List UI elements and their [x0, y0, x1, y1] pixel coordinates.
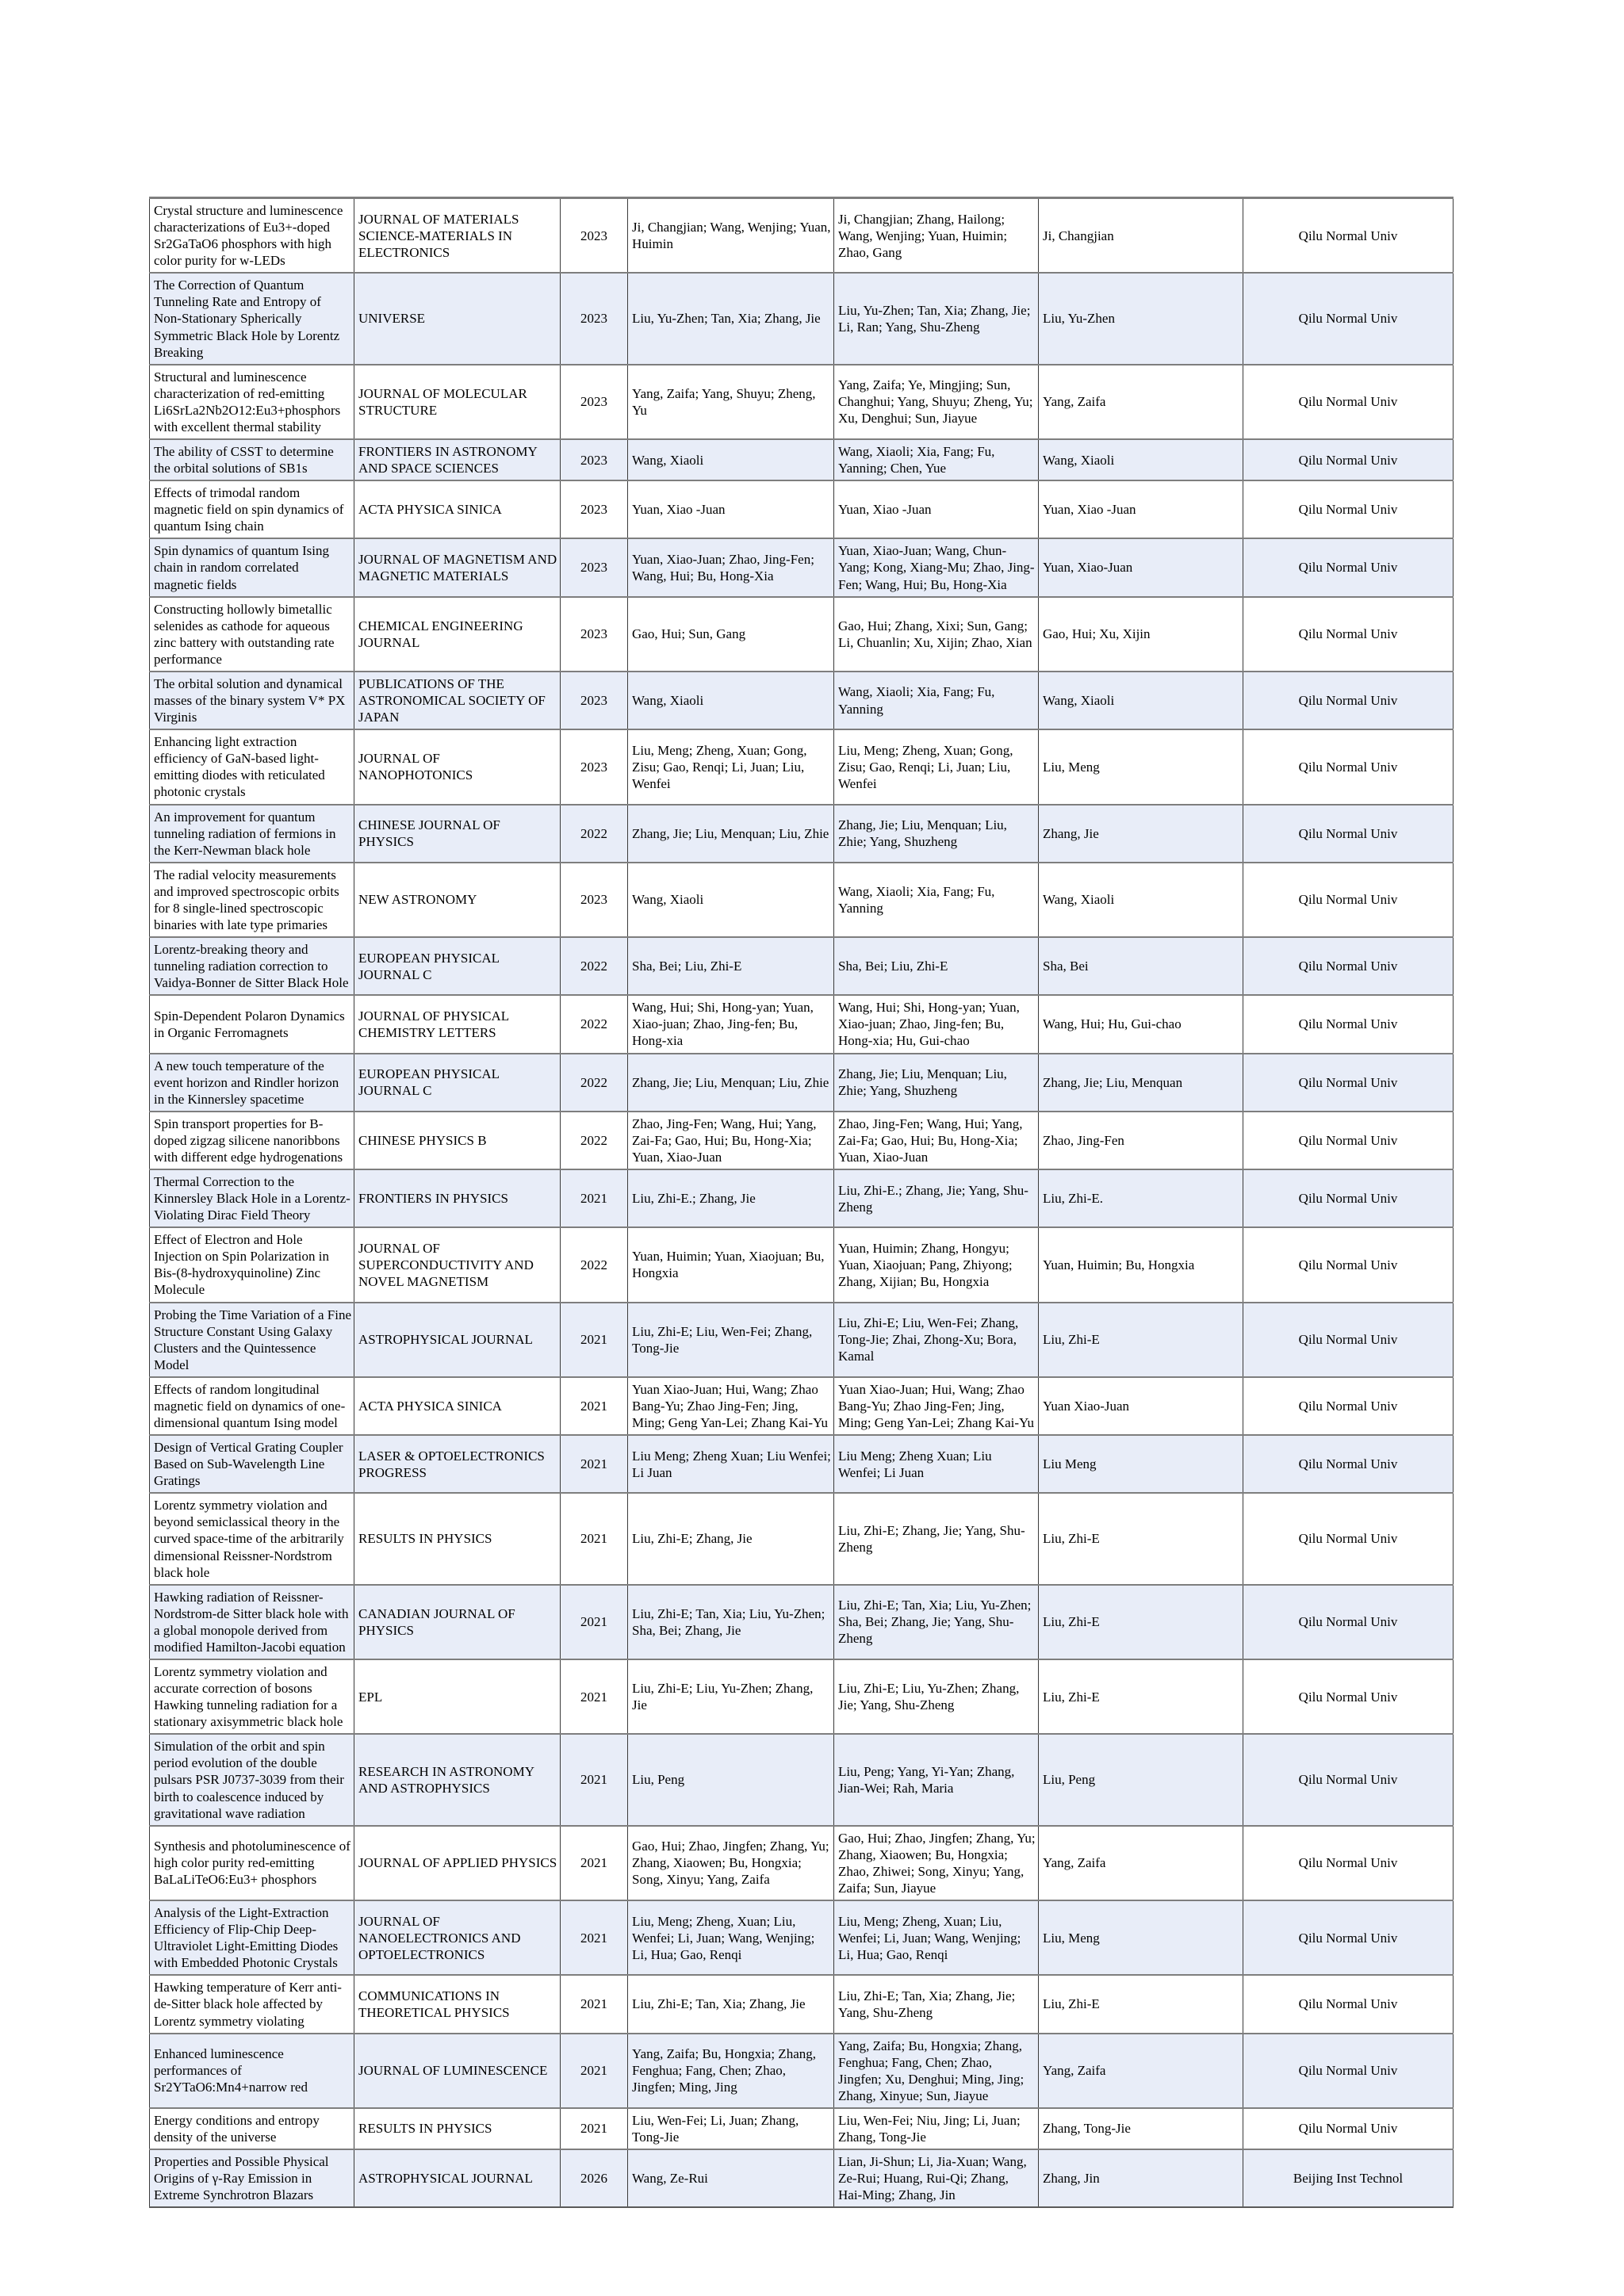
table-row: [150, 2108, 1454, 2149]
authors-cell: Wang, Xiaoli: [628, 672, 834, 729]
year-cell: 2021: [561, 1493, 628, 1584]
paper-title-cell: Hawking radiation of Reissner-Nordstrom-de Sitter black hole with a global monopole derived from modified Hamilton-Jacobi equation: [150, 1585, 354, 1659]
table-row: [150, 1493, 1454, 1584]
year-cell: 2021: [561, 1975, 628, 2033]
table-row: [150, 538, 1454, 596]
full-authors-cell: Yuan Xiao-Juan; Hui, Wang; Zhao Bang-Yu; Zhao Jing-Fen; Jing, Ming; Geng Yan-Lei; Zhang Kai-Yu: [834, 1377, 1039, 1435]
institution-cell: Qilu Normal Univ: [1243, 805, 1454, 863]
institution-cell: Qilu Normal Univ: [1243, 1054, 1454, 1112]
table-row: [150, 1377, 1454, 1435]
paper-title-cell: Hawking temperature of Kerr anti-de-Sitter black hole affected by Lorentz symmetry violating: [150, 1975, 354, 2033]
journal-cell: ACTA PHYSICA SINICA: [354, 480, 561, 538]
year-cell: 2022: [561, 1054, 628, 1112]
institution-cell: Qilu Normal Univ: [1243, 273, 1454, 364]
paper-title-cell: Lorentz-breaking theory and tunneling radiation correction to Vaidya-Bonner de Sitter Black Hole: [150, 937, 354, 995]
institution-cell: Qilu Normal Univ: [1243, 365, 1454, 439]
table-row: [150, 2034, 1454, 2108]
paper-title-cell: Probing the Time Variation of a Fine Structure Constant Using Galaxy Clusters and the Quintessence Model: [150, 1303, 354, 1377]
corresponding-author-cell: Yuan Xiao-Juan: [1039, 1377, 1243, 1435]
institution-cell: Beijing Inst Technol: [1243, 2149, 1454, 2207]
authors-cell: Wang, Hui; Shi, Hong-yan; Yuan, Xiao-juan; Zhao, Jing-fen; Bu, Hong-xia: [628, 995, 834, 1053]
journal-cell: JOURNAL OF MATERIALS SCIENCE-MATERIALS IN ELECTRONICS: [354, 198, 561, 274]
year-cell: 2021: [561, 1826, 628, 1900]
table-row: [150, 672, 1454, 729]
full-authors-cell: Gao, Hui; Zhang, Xixi; Sun, Gang; Li, Chuanlin; Xu, Xijin; Zhao, Xian: [834, 597, 1039, 672]
table-row: [150, 729, 1454, 804]
paper-title-cell: Design of Vertical Grating Coupler Based on Sub-Wavelength Line Gratings: [150, 1435, 354, 1493]
paper-title-cell: Effect of Electron and Hole Injection on Spin Polarization in Bis-(8-hydroxyquinoline) Zinc Molecule: [150, 1227, 354, 1302]
corresponding-author-cell: Liu Meng: [1039, 1435, 1243, 1493]
authors-cell: Liu, Yu-Zhen; Tan, Xia; Zhang, Jie: [628, 273, 834, 364]
year-cell: 2021: [561, 2108, 628, 2149]
authors-cell: Liu, Peng: [628, 1734, 834, 1825]
table-row: [150, 273, 1454, 364]
full-authors-cell: Ji, Changjian; Zhang, Hailong; Wang, Wenjing; Yuan, Huimin; Zhao, Gang: [834, 198, 1039, 274]
authors-cell: Liu, Meng; Zheng, Xuan; Gong, Zisu; Gao, Renqi; Li, Juan; Liu, Wenfei: [628, 729, 834, 804]
full-authors-cell: Yuan, Xiao-Juan; Wang, Chun-Yang; Kong, Xiang-Mu; Zhao, Jing-Fen; Wang, Hui; Bu, Hong-Xia: [834, 538, 1039, 596]
authors-cell: Yang, Zaifa; Bu, Hongxia; Zhang, Fenghua; Fang, Chen; Zhao, Jingfen; Ming, Jing: [628, 2034, 834, 2108]
paper-title-cell: Properties and Possible Physical Origins of γ-Ray Emission in Extreme Synchrotron Blazars: [150, 2149, 354, 2207]
corresponding-author-cell: Zhao, Jing-Fen: [1039, 1112, 1243, 1169]
table-row: [150, 1826, 1454, 1900]
journal-cell: NEW ASTRONOMY: [354, 863, 561, 937]
paper-title-cell: Spin transport properties for B-doped zigzag silicene nanoribbons with different edge hydrogenations: [150, 1112, 354, 1169]
authors-cell: Zhao, Jing-Fen; Wang, Hui; Yang, Zai-Fa; Gao, Hui; Bu, Hong-Xia; Yuan, Xiao-Juan: [628, 1112, 834, 1169]
journal-cell: JOURNAL OF LUMINESCENCE: [354, 2034, 561, 2108]
institution-cell: Qilu Normal Univ: [1243, 2034, 1454, 2108]
table-row: [150, 1112, 1454, 1169]
paper-title-cell: A new touch temperature of the event horizon and Rindler horizon in the Kinnersley spacetime: [150, 1054, 354, 1112]
full-authors-cell: Liu, Zhi-E; Zhang, Jie; Yang, Shu-Zheng: [834, 1493, 1039, 1584]
full-authors-cell: Liu Meng; Zheng Xuan; Liu Wenfei; Li Juan: [834, 1435, 1039, 1493]
full-authors-cell: Zhao, Jing-Fen; Wang, Hui; Yang, Zai-Fa; Gao, Hui; Bu, Hong-Xia; Yuan, Xiao-Juan: [834, 1112, 1039, 1169]
year-cell: 2021: [561, 1435, 628, 1493]
paper-title-cell: Lorentz symmetry violation and beyond semiclassical theory in the curved space-time of the arbitrarily dimensional Reissner-Nordstrom black hole: [150, 1493, 354, 1584]
table-row: [150, 1169, 1454, 1227]
corresponding-author-cell: Yang, Zaifa: [1039, 1826, 1243, 1900]
authors-cell: Wang, Ze-Rui: [628, 2149, 834, 2207]
institution-cell: Qilu Normal Univ: [1243, 1112, 1454, 1169]
table-row: [150, 1659, 1454, 1734]
corresponding-author-cell: Wang, Xiaoli: [1039, 863, 1243, 937]
year-cell: 2022: [561, 995, 628, 1053]
corresponding-author-cell: Liu, Peng: [1039, 1734, 1243, 1825]
full-authors-cell: Wang, Xiaoli; Xia, Fang; Fu, Yanning: [834, 672, 1039, 729]
journal-cell: CANADIAN JOURNAL OF PHYSICS: [354, 1585, 561, 1659]
journal-cell: ASTROPHYSICAL JOURNAL: [354, 2149, 561, 2207]
table-row: [150, 439, 1454, 480]
authors-cell: Zhang, Jie; Liu, Menquan; Liu, Zhie: [628, 1054, 834, 1112]
corresponding-author-cell: Liu, Meng: [1039, 1900, 1243, 1975]
year-cell: 2021: [561, 1169, 628, 1227]
paper-title-cell: An improvement for quantum tunneling radiation of fermions in the Kerr-Newman black hole: [150, 805, 354, 863]
journal-cell: LASER & OPTOELECTRONICS PROGRESS: [354, 1435, 561, 1493]
authors-cell: Liu, Zhi-E.; Zhang, Jie: [628, 1169, 834, 1227]
full-authors-cell: Liu, Zhi-E.; Zhang, Jie; Yang, Shu-Zheng: [834, 1169, 1039, 1227]
full-authors-cell: Gao, Hui; Zhao, Jingfen; Zhang, Yu; Zhang, Xiaowen; Bu, Hongxia; Zhao, Zhiwei; Song, Xinyu; Yang, Zaifa; Sun, Jiayue: [834, 1826, 1039, 1900]
full-authors-cell: Yuan, Huimin; Zhang, Hongyu; Yuan, Xiaojuan; Pang, Zhiyong; Zhang, Xijian; Bu, Hongxia: [834, 1227, 1039, 1302]
journal-cell: JOURNAL OF NANOPHOTONICS: [354, 729, 561, 804]
year-cell: 2023: [561, 863, 628, 937]
journal-cell: RESEARCH IN ASTRONOMY AND ASTROPHYSICS: [354, 1734, 561, 1825]
journal-cell: RESULTS IN PHYSICS: [354, 1493, 561, 1584]
authors-cell: Ji, Changjian; Wang, Wenjing; Yuan, Huimin: [628, 198, 834, 274]
year-cell: 2023: [561, 538, 628, 596]
year-cell: 2021: [561, 1303, 628, 1377]
authors-cell: Liu, Zhi-E; Liu, Wen-Fei; Zhang, Tong-Jie: [628, 1303, 834, 1377]
corresponding-author-cell: Yuan, Huimin; Bu, Hongxia: [1039, 1227, 1243, 1302]
institution-cell: Qilu Normal Univ: [1243, 480, 1454, 538]
corresponding-author-cell: Sha, Bei: [1039, 937, 1243, 995]
table-row: [150, 1585, 1454, 1659]
year-cell: 2026: [561, 2149, 628, 2207]
journal-cell: EUROPEAN PHYSICAL JOURNAL C: [354, 937, 561, 995]
institution-cell: Qilu Normal Univ: [1243, 863, 1454, 937]
full-authors-cell: Liu, Yu-Zhen; Tan, Xia; Zhang, Jie; Li, Ran; Yang, Shu-Zheng: [834, 273, 1039, 364]
table-row: [150, 995, 1454, 1053]
paper-title-cell: Spin-Dependent Polaron Dynamics in Organic Ferromagnets: [150, 995, 354, 1053]
table-row: [150, 863, 1454, 937]
corresponding-author-cell: Zhang, Tong-Jie: [1039, 2108, 1243, 2149]
institution-cell: Qilu Normal Univ: [1243, 1303, 1454, 1377]
institution-cell: Qilu Normal Univ: [1243, 1975, 1454, 2033]
corresponding-author-cell: Yuan, Xiao -Juan: [1039, 480, 1243, 538]
journal-cell: JOURNAL OF PHYSICAL CHEMISTRY LETTERS: [354, 995, 561, 1053]
corresponding-author-cell: Liu, Yu-Zhen: [1039, 273, 1243, 364]
table-row: [150, 365, 1454, 439]
authors-cell: Yuan, Xiao-Juan; Zhao, Jing-Fen; Wang, Hui; Bu, Hong-Xia: [628, 538, 834, 596]
authors-cell: Yuan, Huimin; Yuan, Xiaojuan; Bu, Hongxia: [628, 1227, 834, 1302]
paper-title-cell: Crystal structure and luminescence characterizations of Eu3+-doped Sr2GaTaO6 phosphors with high color purity for w-LEDs: [150, 198, 354, 274]
institution-cell: Qilu Normal Univ: [1243, 1900, 1454, 1975]
paper-title-cell: Constructing hollowly bimetallic selenides as cathode for aqueous zinc battery with outstanding rate performance: [150, 597, 354, 672]
corresponding-author-cell: Liu, Zhi-E: [1039, 1585, 1243, 1659]
paper-title-cell: The ability of CSST to determine the orbital solutions of SB1s: [150, 439, 354, 480]
full-authors-cell: Liu, Meng; Zheng, Xuan; Liu, Wenfei; Li, Juan; Wang, Wenjing; Li, Hua; Gao, Renqi: [834, 1900, 1039, 1975]
corresponding-author-cell: Liu, Zhi-E.: [1039, 1169, 1243, 1227]
table-row: [150, 1054, 1454, 1112]
corresponding-author-cell: Zhang, Jie; Liu, Menquan: [1039, 1054, 1243, 1112]
full-authors-cell: Yang, Zaifa; Ye, Mingjing; Sun, Changhui; Yang, Shuyu; Zheng, Yu; Xu, Denghui; Sun, Jiayue: [834, 365, 1039, 439]
journal-cell: FRONTIERS IN PHYSICS: [354, 1169, 561, 1227]
full-authors-cell: Liu, Zhi-E; Liu, Yu-Zhen; Zhang, Jie; Yang, Shu-Zheng: [834, 1659, 1039, 1734]
authors-cell: Liu, Zhi-E; Tan, Xia; Liu, Yu-Zhen; Sha, Bei; Zhang, Jie: [628, 1585, 834, 1659]
paper-title-cell: Effects of random longitudinal magnetic field on dynamics of one-dimensional quantum Ising model: [150, 1377, 354, 1435]
journal-cell: JOURNAL OF MOLECULAR STRUCTURE: [354, 365, 561, 439]
journal-cell: JOURNAL OF APPLIED PHYSICS: [354, 1826, 561, 1900]
paper-title-cell: Lorentz symmetry violation and accurate correction of bosons Hawking tunneling radiation for a stationary axisymmetric black hole: [150, 1659, 354, 1734]
institution-cell: Qilu Normal Univ: [1243, 1377, 1454, 1435]
journal-cell: EPL: [354, 1659, 561, 1734]
institution-cell: Qilu Normal Univ: [1243, 995, 1454, 1053]
full-authors-cell: Yuan, Xiao -Juan: [834, 480, 1039, 538]
institution-cell: Qilu Normal Univ: [1243, 1585, 1454, 1659]
paper-title-cell: Spin dynamics of quantum Ising chain in random correlated magnetic fields: [150, 538, 354, 596]
corresponding-author-cell: Wang, Hui; Hu, Gui-chao: [1039, 995, 1243, 1053]
table-row: [150, 1975, 1454, 2033]
paper-title-cell: The Correction of Quantum Tunneling Rate and Entropy of Non-Stationary Spherically Symmetric Black Hole by Lorentz Breaking: [150, 273, 354, 364]
journal-cell: PUBLICATIONS OF THE ASTRONOMICAL SOCIETY OF JAPAN: [354, 672, 561, 729]
full-authors-cell: Liu, Meng; Zheng, Xuan; Gong, Zisu; Gao, Renqi; Li, Juan; Liu, Wenfei: [834, 729, 1039, 804]
publications-sheet: [149, 197, 1454, 2208]
corresponding-author-cell: Yuan, Xiao-Juan: [1039, 538, 1243, 596]
full-authors-cell: Wang, Xiaoli; Xia, Fang; Fu, Yanning: [834, 863, 1039, 937]
year-cell: 2021: [561, 2034, 628, 2108]
year-cell: 2022: [561, 805, 628, 863]
institution-cell: Qilu Normal Univ: [1243, 1169, 1454, 1227]
institution-cell: Qilu Normal Univ: [1243, 1493, 1454, 1584]
full-authors-cell: Liu, Zhi-E; Liu, Wen-Fei; Zhang, Tong-Jie; Zhai, Zhong-Xu; Bora, Kamal: [834, 1303, 1039, 1377]
authors-cell: Sha, Bei; Liu, Zhi-E: [628, 937, 834, 995]
paper-title-cell: Structural and luminescence characterization of red-emitting Li6SrLa2Nb2O12:Eu3+phosphors with excellent thermal stability: [150, 365, 354, 439]
corresponding-author-cell: Zhang, Jin: [1039, 2149, 1243, 2207]
authors-cell: Wang, Xiaoli: [628, 439, 834, 480]
authors-cell: Gao, Hui; Zhao, Jingfen; Zhang, Yu; Zhang, Xiaowen; Bu, Hongxia; Song, Xinyu; Yang, Zaifa: [628, 1826, 834, 1900]
authors-cell: Wang, Xiaoli: [628, 863, 834, 937]
year-cell: 2021: [561, 1734, 628, 1825]
full-authors-cell: Zhang, Jie; Liu, Menquan; Liu, Zhie; Yang, Shuzheng: [834, 1054, 1039, 1112]
table-row: [150, 480, 1454, 538]
paper-title-cell: Simulation of the orbit and spin period evolution of the double pulsars PSR J0737-3039 from their birth to coalescence induced by gravitational wave radiation: [150, 1734, 354, 1825]
full-authors-cell: Liu, Peng; Yang, Yi-Yan; Zhang, Jian-Wei; Rah, Maria: [834, 1734, 1039, 1825]
table-row: [150, 1734, 1454, 1825]
year-cell: 2023: [561, 597, 628, 672]
authors-cell: Liu, Zhi-E; Tan, Xia; Zhang, Jie: [628, 1975, 834, 2033]
authors-cell: Yuan, Xiao -Juan: [628, 480, 834, 538]
authors-cell: Yang, Zaifa; Yang, Shuyu; Zheng, Yu: [628, 365, 834, 439]
paper-title-cell: Energy conditions and entropy density of the universe: [150, 2108, 354, 2149]
table-row: [150, 198, 1454, 274]
year-cell: 2021: [561, 1585, 628, 1659]
institution-cell: Qilu Normal Univ: [1243, 538, 1454, 596]
full-authors-cell: Sha, Bei; Liu, Zhi-E: [834, 937, 1039, 995]
institution-cell: Qilu Normal Univ: [1243, 597, 1454, 672]
corresponding-author-cell: Wang, Xiaoli: [1039, 439, 1243, 480]
full-authors-cell: Liu, Zhi-E; Tan, Xia; Liu, Yu-Zhen; Sha, Bei; Zhang, Jie; Yang, Shu-Zheng: [834, 1585, 1039, 1659]
institution-cell: Qilu Normal Univ: [1243, 1659, 1454, 1734]
year-cell: 2021: [561, 1377, 628, 1435]
corresponding-author-cell: Ji, Changjian: [1039, 198, 1243, 274]
institution-cell: Qilu Normal Univ: [1243, 729, 1454, 804]
authors-cell: Liu, Meng; Zheng, Xuan; Liu, Wenfei; Li, Juan; Wang, Wenjing; Li, Hua; Gao, Renqi: [628, 1900, 834, 1975]
paper-title-cell: Enhancing light extraction efficiency of GaN-based light-emitting diodes with reticulated photonic crystals: [150, 729, 354, 804]
paper-title-cell: Synthesis and photoluminescence of high color purity red-emitting BaLaLiTeO6:Eu3+ phosphors: [150, 1826, 354, 1900]
year-cell: 2023: [561, 480, 628, 538]
journal-cell: JOURNAL OF MAGNETISM AND MAGNETIC MATERIALS: [354, 538, 561, 596]
table-row: [150, 1435, 1454, 1493]
paper-title-cell: The radial velocity measurements and improved spectroscopic orbits for 8 single-lined spectroscopic binaries with late type primaries: [150, 863, 354, 937]
year-cell: 2021: [561, 1900, 628, 1975]
year-cell: 2022: [561, 1227, 628, 1302]
year-cell: 2022: [561, 937, 628, 995]
authors-cell: Zhang, Jie; Liu, Menquan; Liu, Zhie: [628, 805, 834, 863]
journal-cell: RESULTS IN PHYSICS: [354, 2108, 561, 2149]
journal-cell: ACTA PHYSICA SINICA: [354, 1377, 561, 1435]
full-authors-cell: Liu, Zhi-E; Tan, Xia; Zhang, Jie; Yang, Shu-Zheng: [834, 1975, 1039, 2033]
table-row: [150, 1227, 1454, 1302]
table-row: [150, 2149, 1454, 2207]
full-authors-cell: Wang, Hui; Shi, Hong-yan; Yuan, Xiao-juan; Zhao, Jing-fen; Bu, Hong-xia; Hu, Gui-chao: [834, 995, 1039, 1053]
corresponding-author-cell: Liu, Meng: [1039, 729, 1243, 804]
journal-cell: CHINESE PHYSICS B: [354, 1112, 561, 1169]
table-row: [150, 937, 1454, 995]
institution-cell: Qilu Normal Univ: [1243, 2108, 1454, 2149]
journal-cell: COMMUNICATIONS IN THEORETICAL PHYSICS: [354, 1975, 561, 2033]
authors-cell: Yuan Xiao-Juan; Hui, Wang; Zhao Bang-Yu; Zhao Jing-Fen; Jing, Ming; Geng Yan-Lei; Zhang Kai-Yu: [628, 1377, 834, 1435]
year-cell: 2023: [561, 273, 628, 364]
journal-cell: EUROPEAN PHYSICAL JOURNAL C: [354, 1054, 561, 1112]
journal-cell: ASTROPHYSICAL JOURNAL: [354, 1303, 561, 1377]
paper-title-cell: Effects of trimodal random magnetic field on spin dynamics of quantum Ising chain: [150, 480, 354, 538]
full-authors-cell: Yang, Zaifa; Bu, Hongxia; Zhang, Fenghua; Fang, Chen; Zhao, Jingfen; Xu, Denghui; Ming, Jing; Zhang, Xinyue; Sun, Jiayue: [834, 2034, 1039, 2108]
journal-cell: CHEMICAL ENGINEERING JOURNAL: [354, 597, 561, 672]
paper-title-cell: The orbital solution and dynamical masses of the binary system V* PX Virginis: [150, 672, 354, 729]
table-row: [150, 597, 1454, 672]
year-cell: 2023: [561, 198, 628, 274]
paper-title-cell: Thermal Correction to the Kinnersley Black Hole in a Lorentz-Violating Dirac Field Theory: [150, 1169, 354, 1227]
authors-cell: Liu, Wen-Fei; Li, Juan; Zhang, Tong-Jie: [628, 2108, 834, 2149]
year-cell: 2021: [561, 1659, 628, 1734]
year-cell: 2023: [561, 729, 628, 804]
corresponding-author-cell: Gao, Hui; Xu, Xijin: [1039, 597, 1243, 672]
publications-table: [149, 197, 1454, 2208]
authors-cell: Liu Meng; Zheng Xuan; Liu Wenfei; Li Juan: [628, 1435, 834, 1493]
corresponding-author-cell: Liu, Zhi-E: [1039, 1493, 1243, 1584]
corresponding-author-cell: Yang, Zaifa: [1039, 365, 1243, 439]
institution-cell: Qilu Normal Univ: [1243, 1227, 1454, 1302]
full-authors-cell: Liu, Wen-Fei; Niu, Jing; Li, Juan; Zhang, Tong-Jie: [834, 2108, 1039, 2149]
corresponding-author-cell: Liu, Zhi-E: [1039, 1975, 1243, 2033]
institution-cell: Qilu Normal Univ: [1243, 198, 1454, 274]
institution-cell: Qilu Normal Univ: [1243, 1435, 1454, 1493]
institution-cell: Qilu Normal Univ: [1243, 1734, 1454, 1825]
year-cell: 2023: [561, 365, 628, 439]
table-row: [150, 1303, 1454, 1377]
authors-cell: Liu, Zhi-E; Liu, Yu-Zhen; Zhang, Jie: [628, 1659, 834, 1734]
institution-cell: Qilu Normal Univ: [1243, 937, 1454, 995]
institution-cell: Qilu Normal Univ: [1243, 439, 1454, 480]
paper-title-cell: Enhanced luminescence performances of Sr2YTaO6:Mn4+narrow red: [150, 2034, 354, 2108]
journal-cell: JOURNAL OF SUPERCONDUCTIVITY AND NOVEL MAGNETISM: [354, 1227, 561, 1302]
table-row: [150, 805, 1454, 863]
institution-cell: Qilu Normal Univ: [1243, 672, 1454, 729]
table-row: [150, 1900, 1454, 1975]
year-cell: 2023: [561, 672, 628, 729]
corresponding-author-cell: Yang, Zaifa: [1039, 2034, 1243, 2108]
year-cell: 2023: [561, 439, 628, 480]
authors-cell: Liu, Zhi-E; Zhang, Jie: [628, 1493, 834, 1584]
paper-title-cell: Analysis of the Light-Extraction Efficiency of Flip-Chip Deep-Ultraviolet Light-Emitting Diodes with Embedded Photonic Crystals: [150, 1900, 354, 1975]
full-authors-cell: Wang, Xiaoli; Xia, Fang; Fu, Yanning; Chen, Yue: [834, 439, 1039, 480]
corresponding-author-cell: Wang, Xiaoli: [1039, 672, 1243, 729]
journal-cell: UNIVERSE: [354, 273, 561, 364]
corresponding-author-cell: Zhang, Jie: [1039, 805, 1243, 863]
journal-cell: FRONTIERS IN ASTRONOMY AND SPACE SCIENCES: [354, 439, 561, 480]
journal-cell: JOURNAL OF NANOELECTRONICS AND OPTOELECTRONICS: [354, 1900, 561, 1975]
corresponding-author-cell: Liu, Zhi-E: [1039, 1659, 1243, 1734]
authors-cell: Gao, Hui; Sun, Gang: [628, 597, 834, 672]
journal-cell: CHINESE JOURNAL OF PHYSICS: [354, 805, 561, 863]
year-cell: 2022: [561, 1112, 628, 1169]
institution-cell: Qilu Normal Univ: [1243, 1826, 1454, 1900]
corresponding-author-cell: Liu, Zhi-E: [1039, 1303, 1243, 1377]
full-authors-cell: Lian, Ji-Shun; Li, Jia-Xuan; Wang, Ze-Rui; Huang, Rui-Qi; Zhang, Hai-Ming; Zhang, Jin: [834, 2149, 1039, 2207]
full-authors-cell: Zhang, Jie; Liu, Menquan; Liu, Zhie; Yang, Shuzheng: [834, 805, 1039, 863]
